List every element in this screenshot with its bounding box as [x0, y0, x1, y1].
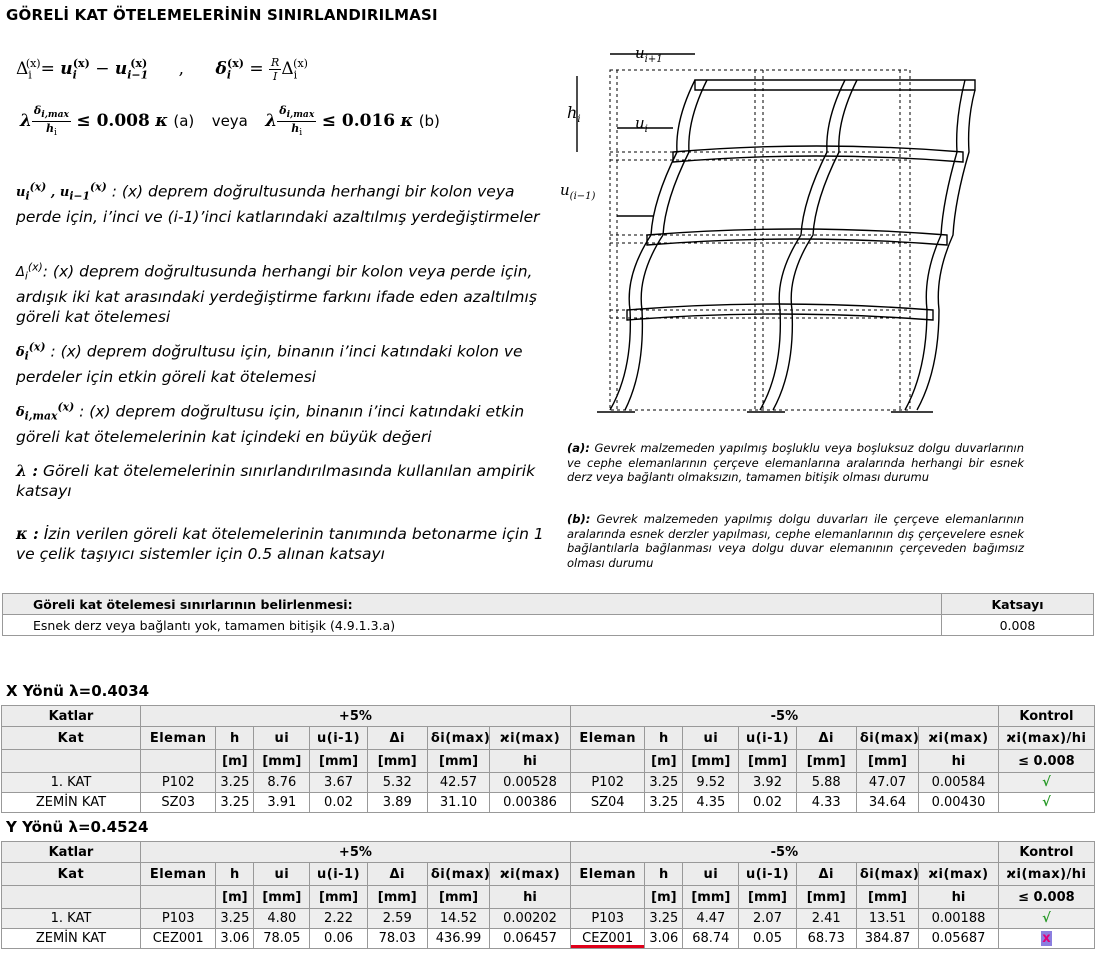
- col-eleman: Eleman: [570, 863, 645, 886]
- cell-ui2: 4.47: [683, 909, 739, 929]
- unit-u_mm: [mm]: [796, 886, 856, 909]
- table-row: [2, 929, 1095, 949]
- col-dmax: δi(max): [856, 863, 918, 886]
- or-label: veya: [211, 112, 248, 131]
- definition-u: $u_i^{(x)}$ , $u_{i-1}^{(x)}$ : (x) deprem doğrultusunda herhangi bir kolon veya perde için, i’inci ve (i-1)’inci katlarındaki azaltılmış yerdeğiştirmeler: [16, 181, 540, 226]
- y-section-title: Y Yönü λ=0.4524: [6, 818, 149, 836]
- definition-kappa: κ : İzin verilen göreli kat ötelemelerinin tanımında betonarme için 1 ve çelik taşıyıcı sistemler için 0.5 alınan katsayı: [16, 524, 544, 563]
- col-minus: -5%: [570, 842, 998, 863]
- check-icon: √: [1042, 795, 1051, 810]
- table-row: [2, 773, 1095, 793]
- unit-u_mm: [mm]: [427, 750, 489, 773]
- col-uim1: u(i-1): [739, 863, 796, 886]
- cell-kat: 1. KAT: [2, 909, 141, 929]
- cell-uim1: 0.02: [310, 793, 367, 813]
- col-h: h: [216, 863, 254, 886]
- summary-header-left: Göreli kat ötelemesi sınırlarının belirlenmesi:: [3, 594, 942, 615]
- cell-h2: 3.25: [645, 773, 683, 793]
- cell-d2: 4.33: [796, 793, 856, 813]
- col-eleman: Eleman: [140, 727, 216, 750]
- col-h: h: [216, 727, 254, 750]
- col-ui: ui: [254, 863, 310, 886]
- unit-u_hi: hi: [919, 886, 999, 909]
- col-delta: Δi: [796, 727, 856, 750]
- col-kontrol: Kontrol: [998, 706, 1094, 727]
- col-delta: Δi: [796, 863, 856, 886]
- cell-d2: 2.41: [796, 909, 856, 929]
- label-u-mid: $u_i$: [635, 114, 648, 135]
- cell-dmax2: 13.51: [856, 909, 918, 929]
- cell-r1: 0.00202: [490, 909, 571, 929]
- note-a: (a): Gevrek malzemeden yapılmış boşluklu veya boşluksuz dolgu duvarlarının ve cephe elemanlarının çerçeve elemanlarına aralarında herhangi bir esnek derz veya bağlantı olmaksızın, tamamen bitişik olması durumu: [567, 441, 1024, 484]
- col-h: h: [645, 727, 683, 750]
- col-kat: Kat: [2, 727, 141, 750]
- cell-e1: P102: [140, 773, 216, 793]
- unit-u_hi: hi: [490, 750, 571, 773]
- cell-r1: 0.06457: [490, 929, 571, 949]
- unit-u_mm: [mm]: [856, 886, 918, 909]
- col-ratio2: ϰi(max)/hi: [998, 727, 1094, 750]
- cell-uim1: 0.06: [310, 929, 367, 949]
- cell-d1: 2.59: [367, 909, 427, 929]
- table-row: [2, 909, 1095, 929]
- limit-b: ≤ 0.016: [321, 111, 396, 132]
- cell-ui2: 68.74: [683, 929, 739, 949]
- col-dmax: δi(max): [856, 727, 918, 750]
- unit-u_mm: [mm]: [796, 750, 856, 773]
- cell-ui2: 4.35: [683, 793, 739, 813]
- check-icon: √: [1042, 775, 1051, 790]
- cell-dmax2: 34.64: [856, 793, 918, 813]
- note-b: (b): Gevrek malzemeden yapılmış dolgu duvarları ile çerçeve elemanlarının aralarında esnek derzler yapılması, cephe elemanlarının dış çerçevelere esnek bağlantılarla bağlanması veya dolgu duvar elemanının çerçeveden bağımsız olması durumu: [567, 512, 1025, 570]
- cell-ui1: 3.91: [254, 793, 310, 813]
- summary-table: [2, 593, 1094, 636]
- col-delta: Δi: [367, 863, 427, 886]
- unit-u_hi: hi: [919, 750, 999, 773]
- cell-ui1: 4.80: [254, 909, 310, 929]
- definition-delta: $\Delta_i^{(x)}$: (x) deprem doğrultusunda herhangi bir kolon veya perde için, ardışık iki kat arasındaki yerdeğiştirme farkını ifade eden azaltılmış göreli kat ötelemesi: [16, 261, 537, 326]
- cell-r2: 0.00430: [919, 793, 999, 813]
- y-drift-table: [1, 841, 1095, 949]
- unit-u_mm: [mm]: [367, 886, 427, 909]
- summary-row-right: 0.008: [942, 615, 1094, 636]
- summary-row-left: Esnek derz veya bağlantı yok, tamamen bitişik (4.9.1.3.a): [3, 615, 942, 636]
- cell-d1: 78.03: [367, 929, 427, 949]
- cell-h2: 3.06: [645, 929, 683, 949]
- cell-e1: CEZ001: [140, 929, 216, 949]
- col-plus: +5%: [140, 842, 570, 863]
- cell-e2: CEZ001: [570, 929, 645, 949]
- label-h: $h_i$: [567, 103, 581, 125]
- cell-uim2: 3.92: [739, 773, 796, 793]
- cell-h1: 3.25: [216, 909, 254, 929]
- definition-delta-i: $\delta_i^{(x)}$ : (x) deprem doğrultusu için, binanın i’inci katındaki kolon ve perdeler için etkin göreli kat ötelemesi: [16, 341, 523, 386]
- limit-a: ≤ 0.008: [76, 111, 150, 132]
- unit-u_m: [m]: [645, 750, 683, 773]
- col-ui: ui: [254, 727, 310, 750]
- unit-u_m: [m]: [645, 886, 683, 909]
- unit-u_mm: [mm]: [739, 750, 796, 773]
- cell-e1: SZ03: [140, 793, 216, 813]
- cell-h2: 3.25: [645, 909, 683, 929]
- cell-d1: 3.89: [367, 793, 427, 813]
- unit-u_mm: [mm]: [856, 750, 918, 773]
- cell-h1: 3.25: [216, 773, 254, 793]
- cell-dmax1: 42.57: [427, 773, 489, 793]
- cell-dmax2: 384.87: [856, 929, 918, 949]
- cell-ui2: 9.52: [683, 773, 739, 793]
- x-section-title: X Yönü λ=0.4034: [6, 682, 150, 700]
- cell-e2: SZ04: [570, 793, 645, 813]
- page-title: GÖRELİ KAT ÖTELEMELERİNİN SINIRLANDIRILMASI: [6, 6, 438, 24]
- cell-r1: 0.00528: [490, 773, 571, 793]
- col-ui: ui: [683, 727, 739, 750]
- col-dmax: δi(max): [427, 727, 489, 750]
- cell-e2: P102: [570, 773, 645, 793]
- cell-dmax1: 31.10: [427, 793, 489, 813]
- fail-icon: x: [1042, 931, 1051, 946]
- unit-u_hi: hi: [490, 886, 571, 909]
- label-u-low: $u_{(i-1)}$: [560, 181, 596, 202]
- cell-h2: 3.25: [645, 793, 683, 813]
- check-icon: √: [1042, 911, 1051, 926]
- col-delta: Δi: [367, 727, 427, 750]
- formula-line-1: $\Delta_i^{(x)}= u_i^{(x)} - u_{i-1}^{(x)}$ , $\delta_i^{(x)}$ = $\frac{R}{I}$ $\Delta_i^{(x)}$: [16, 56, 308, 83]
- cell-uim2: 0.05: [739, 929, 796, 949]
- col-h: h: [645, 863, 683, 886]
- cell-d2: 68.73: [796, 929, 856, 949]
- unit-u_mm: [mm]: [310, 886, 367, 909]
- col-ratio: ϰi(max): [919, 727, 999, 750]
- label-a: (a): [173, 112, 195, 131]
- cell-ui1: 8.76: [254, 773, 310, 793]
- unit-u_mm: [mm]: [367, 750, 427, 773]
- cell-h1: 3.25: [216, 793, 254, 813]
- col-eleman: Eleman: [570, 727, 645, 750]
- col-katlar: Katlar: [2, 706, 141, 727]
- unit-u_mm: [mm]: [254, 886, 310, 909]
- col-uim1: u(i-1): [310, 863, 367, 886]
- col-ui: ui: [683, 863, 739, 886]
- cell-uim2: 2.07: [739, 909, 796, 929]
- unit-limit: ≤ 0.008: [998, 886, 1094, 909]
- definition-lambda: λ : Göreli kat ötelemelerinin sınırlandırılmasında kullanılan ampirik katsayı: [16, 461, 536, 500]
- cell-e2: P103: [570, 909, 645, 929]
- col-eleman: Eleman: [140, 863, 216, 886]
- cell-dmax1: 14.52: [427, 909, 489, 929]
- col-ratio: ϰi(max): [490, 863, 571, 886]
- col-katlar: Katlar: [2, 842, 141, 863]
- col-uim1: u(i-1): [310, 727, 367, 750]
- unit-u_mm: [mm]: [683, 750, 739, 773]
- col-kontrol: Kontrol: [998, 842, 1094, 863]
- col-minus: -5%: [570, 706, 998, 727]
- cell-r2: 0.00188: [919, 909, 999, 929]
- summary-header-right: Katsayı: [942, 594, 1094, 615]
- label-b: (b): [418, 112, 440, 131]
- cell-r1: 0.00386: [490, 793, 571, 813]
- unit-u_mm: [mm]: [739, 886, 796, 909]
- cell-kat: 1. KAT: [2, 773, 141, 793]
- col-ratio: ϰi(max): [919, 863, 999, 886]
- cell-ui1: 78.05: [254, 929, 310, 949]
- unit-u_mm: [mm]: [427, 886, 489, 909]
- col-plus: +5%: [140, 706, 570, 727]
- unit-u_mm: [mm]: [310, 750, 367, 773]
- unit-u_mm: [mm]: [254, 750, 310, 773]
- frame-drift-figure: [555, 40, 985, 425]
- unit-u_m: [m]: [216, 750, 254, 773]
- formula-line-2: λ $\frac{\delta_{i,max}}{h_i}$ ≤ 0.008 κ (a) veya λ $\frac{\delta_{i,max}}{h_i}$ ≤ 0.016 κ (b): [20, 104, 440, 139]
- cell-dmax2: 47.07: [856, 773, 918, 793]
- unit-limit: ≤ 0.008: [998, 750, 1094, 773]
- unit-u_m: [m]: [216, 886, 254, 909]
- cell-d1: 5.32: [367, 773, 427, 793]
- cell-kat: ZEMİN KAT: [2, 793, 141, 813]
- table-row: [2, 793, 1095, 813]
- x-drift-table: [1, 705, 1095, 813]
- label-u-top: $u_{i+1}$: [635, 44, 663, 65]
- cell-uim1: 2.22: [310, 909, 367, 929]
- col-dmax: δi(max): [427, 863, 489, 886]
- cell-uim1: 3.67: [310, 773, 367, 793]
- cell-kat: ZEMİN KAT: [2, 929, 141, 949]
- definitions: [16, 178, 556, 227]
- cell-h1: 3.06: [216, 929, 254, 949]
- col-ratio: ϰi(max): [490, 727, 571, 750]
- cell-r2: 0.05687: [919, 929, 999, 949]
- unit-u_mm: [mm]: [683, 886, 739, 909]
- col-uim1: u(i-1): [739, 727, 796, 750]
- definition-delta-max: $\delta_{i,max}^{(x)}$ : (x) deprem doğrultusu için, binanın i’inci katındaki etkin göreli kat ötelemelerinin kat içindeki en büyük değeri: [16, 401, 525, 446]
- cell-e1: P103: [140, 909, 216, 929]
- cell-r2: 0.00584: [919, 773, 999, 793]
- cell-d2: 5.88: [796, 773, 856, 793]
- cell-uim2: 0.02: [739, 793, 796, 813]
- col-ratio2: ϰi(max)/hi: [998, 863, 1094, 886]
- col-kat: Kat: [2, 863, 141, 886]
- cell-dmax1: 436.99: [427, 929, 489, 949]
